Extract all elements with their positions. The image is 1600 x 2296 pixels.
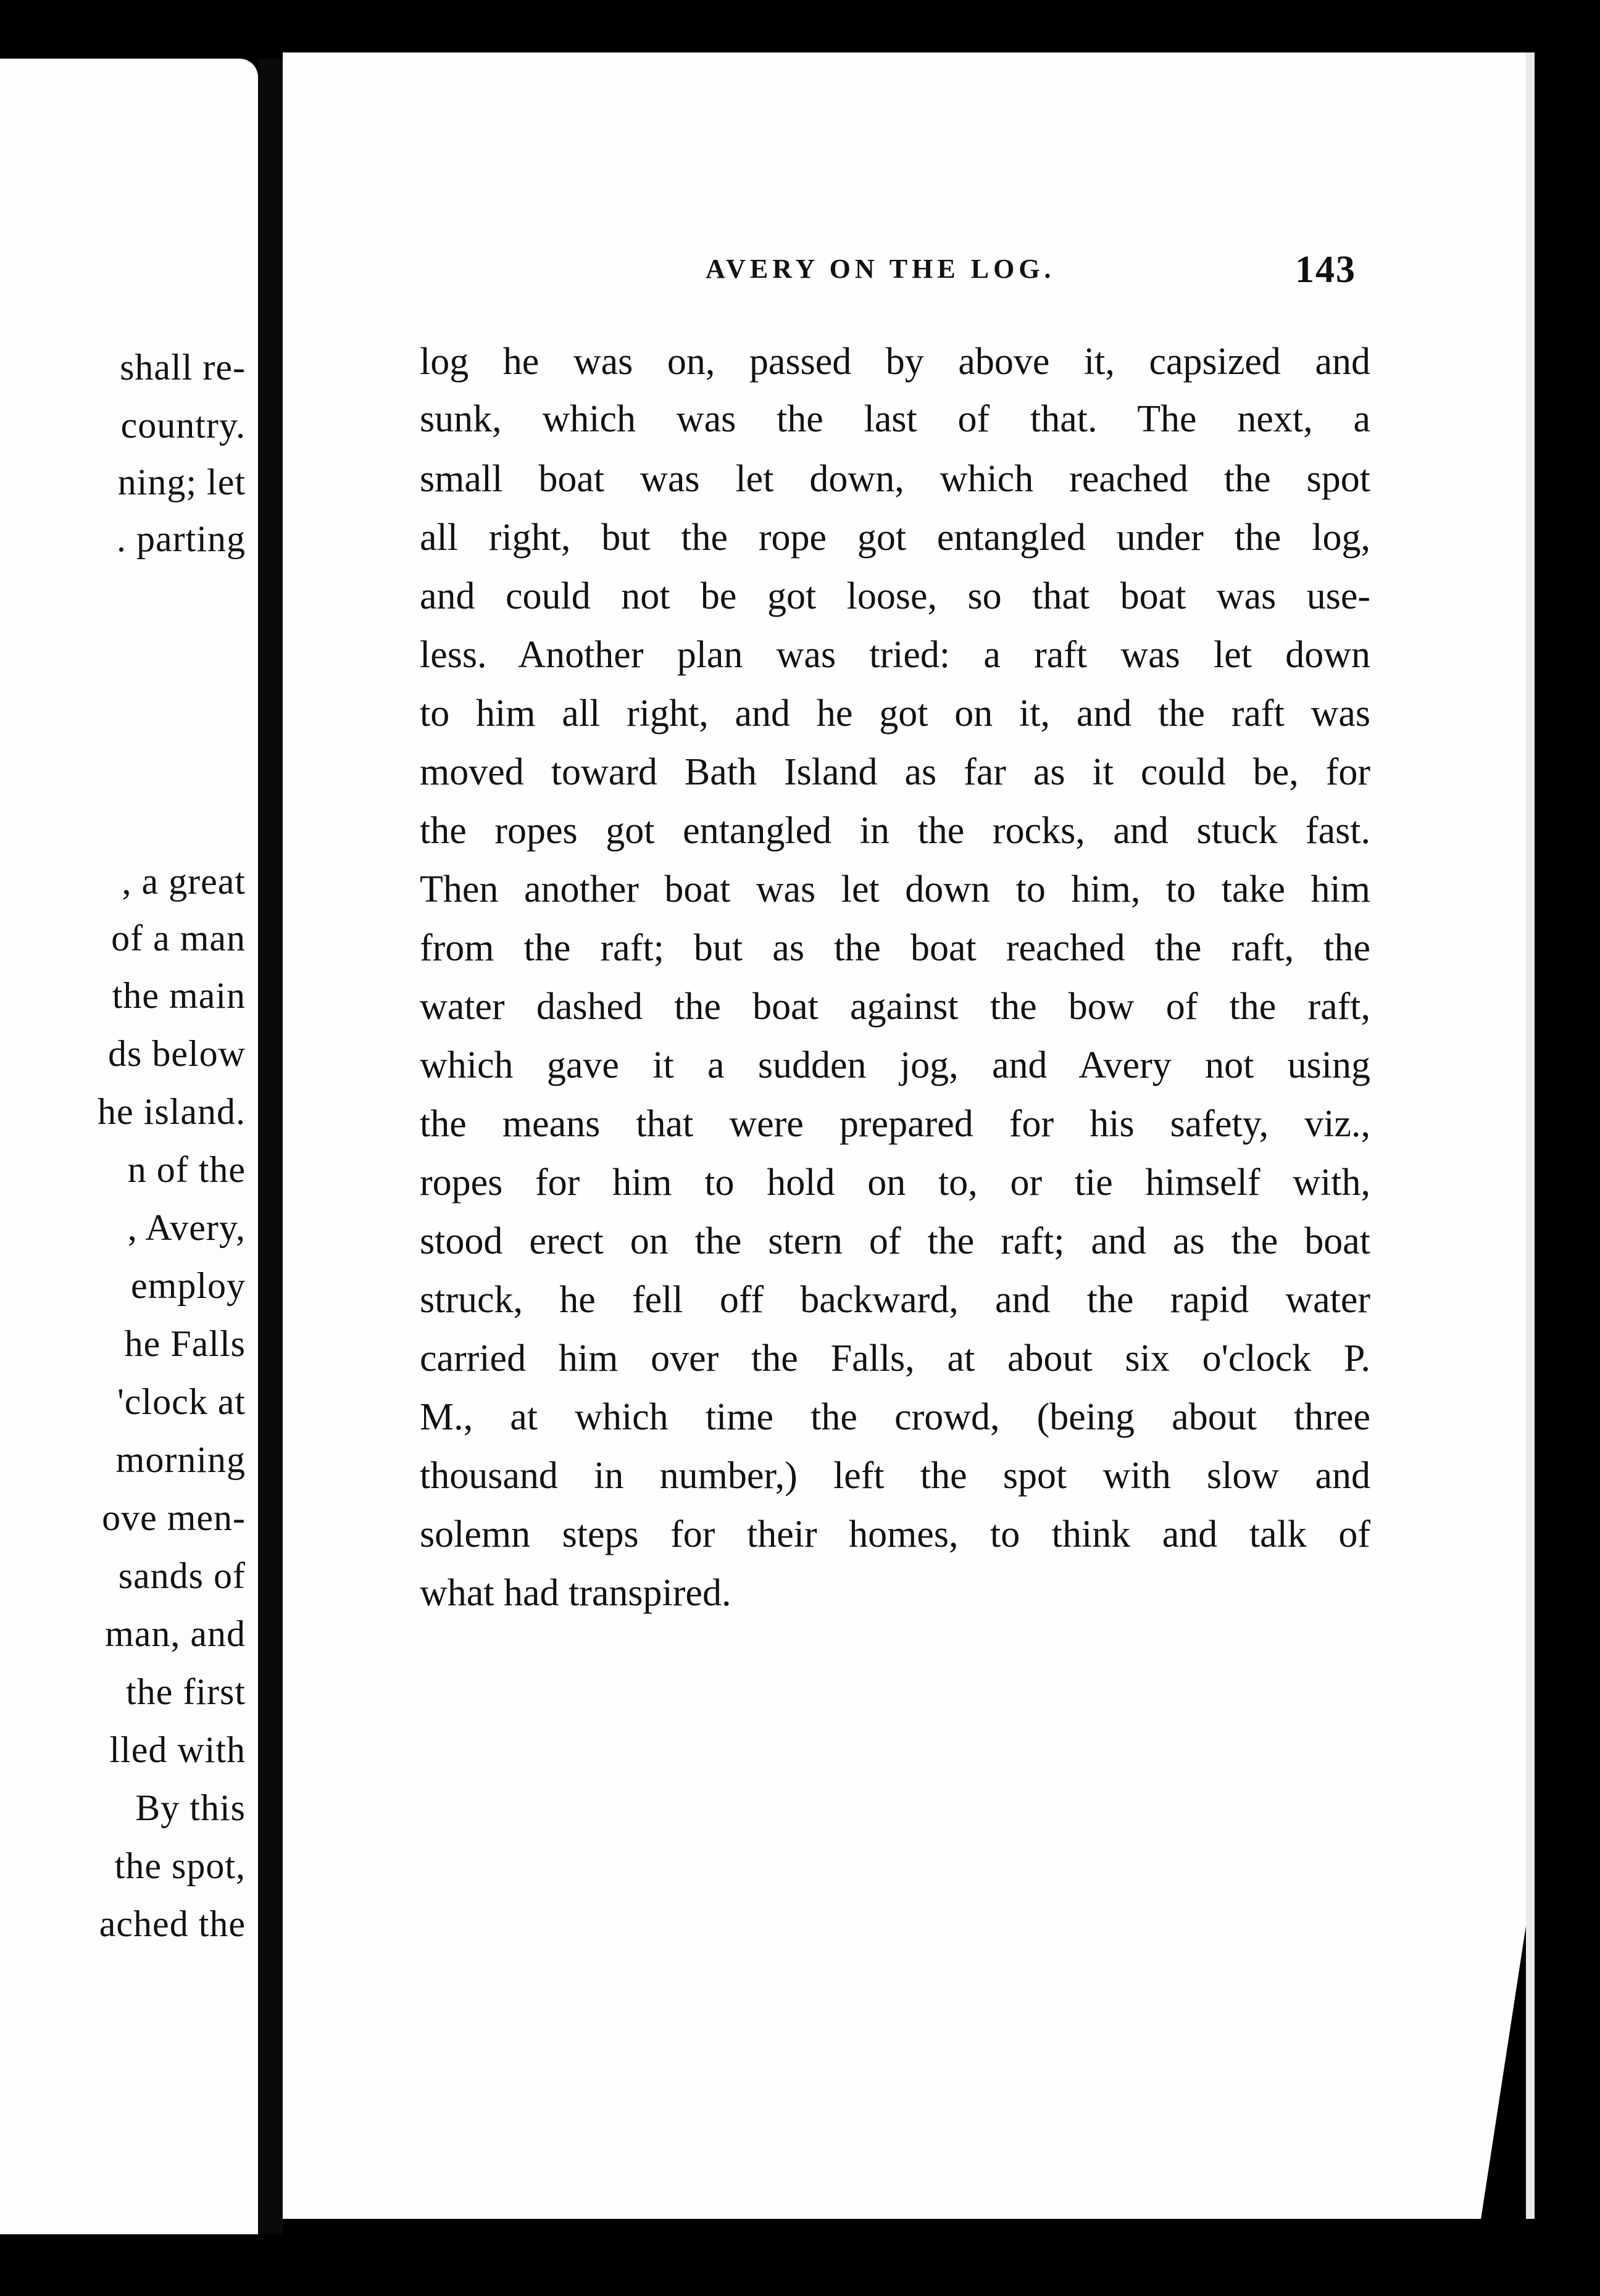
body-text-line: which gave it a sudden jog, and Avery not using	[420, 1044, 1370, 1086]
body-text-line: M., at which time the crowd, (being about three	[420, 1396, 1370, 1438]
body-text-line: stood erect on the stern of the raft; and as the boat	[420, 1220, 1370, 1262]
body-text-line: struck, he fell off backward, and the rapid water	[420, 1279, 1370, 1321]
body-text-line: thousand in number,) left the spot with slow and	[420, 1455, 1370, 1497]
left-page-line: ached the	[99, 1903, 246, 1944]
left-page-line: n of the	[127, 1149, 246, 1190]
body-text-line: water dashed the boat against the bow of the raft,	[420, 986, 1370, 1028]
left-page-line: man, and	[105, 1613, 246, 1654]
body-text-line: all right, but the rope got entangled under the log,	[420, 517, 1370, 559]
left-page-line: country.	[120, 405, 246, 446]
body-text-line: the means that were prepared for his safety, viz.,	[420, 1103, 1370, 1145]
left-page-line: By this	[135, 1787, 246, 1828]
body-text-line: the ropes got entangled in the rocks, and stuck fast.	[420, 810, 1370, 852]
body-text-line: solemn steps for their homes, to think and talk of	[420, 1513, 1370, 1555]
left-page	[0, 59, 258, 2234]
left-page-line: ds below	[108, 1033, 246, 1074]
body-text-line: from the raft; but as the boat reached the raft, the	[420, 927, 1370, 969]
running-head: AVERY ON THE LOG.	[706, 254, 1056, 284]
page-number: 143	[1295, 249, 1356, 291]
left-page-line: shall re-	[120, 347, 246, 388]
left-page-line: of a man	[111, 918, 246, 959]
left-page-line: the main	[112, 975, 246, 1016]
left-page-line: the first	[126, 1671, 246, 1712]
body-text-line: moved toward Bath Island as far as it could be, for	[420, 751, 1370, 793]
body-text-line: carried him over the Falls, at about six o'clock P.	[420, 1337, 1370, 1379]
left-page-line: ning; let	[117, 462, 246, 502]
page-edge	[1526, 52, 1535, 2219]
body-text-line: less. Another plan was tried: a raft was let down	[420, 634, 1370, 676]
body-text-line: and could not be got loose, so that boat was use-	[420, 575, 1370, 617]
left-page-line: he Falls	[124, 1323, 246, 1364]
left-page-line: , a great	[122, 861, 246, 902]
left-page-line: , Avery,	[127, 1207, 246, 1248]
left-page-line: . parting	[117, 518, 246, 559]
left-page-line: morning	[115, 1439, 246, 1480]
left-page-line: lled with	[109, 1729, 246, 1770]
left-page-line: employ	[131, 1265, 246, 1306]
left-page-line: the spot,	[114, 1845, 246, 1886]
left-page-line: ove men-	[102, 1497, 246, 1538]
body-text-line: to him all right, and he got on it, and the raft was	[420, 693, 1370, 734]
body-text-line: small boat was let down, which reached the spot	[420, 458, 1370, 500]
left-page-line: sands of	[118, 1555, 246, 1596]
body-text-line: sunk, which was the last of that. The next, a	[420, 398, 1370, 440]
body-text-line: log he was on, passed by above it, capsized and	[420, 341, 1370, 383]
book-gutter	[258, 59, 283, 2234]
left-page-line: he island.	[98, 1091, 246, 1132]
left-page-line: 'clock at	[117, 1381, 246, 1422]
body-text-line: Then another boat was let down to him, to take him	[420, 868, 1370, 910]
body-text-line: ropes for him to hold on to, or tie himself with,	[420, 1162, 1370, 1204]
body-text-line: what had transpired.	[420, 1572, 731, 1614]
